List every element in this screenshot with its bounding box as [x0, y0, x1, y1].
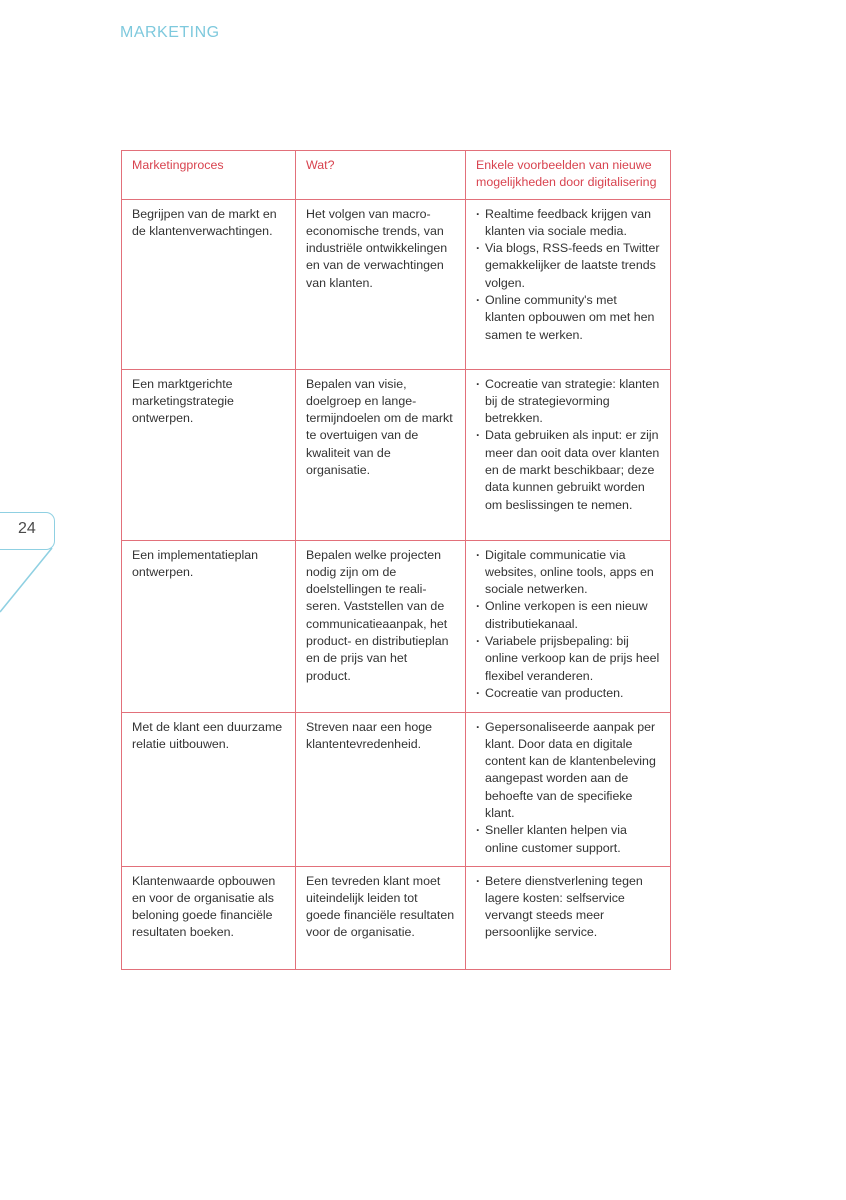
what-cell: Een tevreden klant moet uiteindelijk leiden tot goede financiële resultaten voor de organisatie.	[296, 866, 466, 969]
examples-cell	[466, 540, 671, 712]
examples-cell	[466, 369, 671, 540]
example-item: · Online community's met klanten opbouwen om met hen samen te werken.	[476, 292, 660, 344]
example-item: · Variabele prijsbepaling: bij online verkoop kan de prijs heel flexibel veranderen.	[476, 633, 660, 685]
example-item: · Via blogs, RSS-feeds en Twitter gemakkelijker de laatste trends volgen.	[476, 240, 660, 292]
table-row	[122, 369, 671, 540]
column-header-what: Wat?	[296, 151, 466, 200]
process-cell: Met de klant een duurzame relatie uitbouwen.	[122, 712, 296, 866]
what-cell: Bepalen welke projecten nodig zijn om de doelstellingen te realiseren. Vaststellen van de communicatieaanpak, het product- en distributieplan en de prijs van het product.	[296, 540, 466, 712]
process-cell: Klantenwaarde opbouwen en voor de organisatie als beloning goede financiële resultaten boeken.	[122, 866, 296, 969]
running-header: MARKETING	[120, 24, 220, 41]
example-item: · Gepersonaliseerde aanpak per klant. Door data en digitale content kan de klantenbeleving aangepast worden aan de behoefte van de specifieke klant.	[476, 719, 660, 823]
what-cell: Bepalen van visie, doelgroep en langetermijndoelen om de markt te overtuigen van de kwaliteit van de organisatie.	[296, 369, 466, 540]
examples-cell	[466, 199, 671, 369]
example-item: · Digitale communicatie via websites, online tools, apps en sociale netwerken.	[476, 547, 660, 599]
example-item: · Sneller klanten helpen via online customer support.	[476, 822, 660, 857]
example-item: · Realtime feedback krijgen van klanten via sociale media.	[476, 206, 660, 241]
example-item: · Cocreatie van strategie: klanten bij de strategievorming betrekken.	[476, 376, 660, 428]
marketing-process-table	[121, 150, 671, 970]
what-cell: Het volgen van macro-economische trends, van industriële ontwikkelingen en van de verwachtingen van klanten.	[296, 199, 466, 369]
process-cell: Begrijpen van de markt en de klantenverwachtingen.	[122, 199, 296, 369]
page-number: 24	[18, 520, 36, 537]
examples-cell	[466, 866, 671, 969]
example-item: · Cocreatie van producten.	[476, 685, 660, 702]
table-row	[122, 199, 671, 369]
table-row	[122, 540, 671, 712]
process-cell: Een implementatieplan ontwerpen.	[122, 540, 296, 712]
column-header-examples: Enkele voorbeelden van nieuwe mogelijkheden door digitalisering	[466, 151, 671, 200]
process-cell: Een marktgerichte marketingstrategie ontwerpen.	[122, 369, 296, 540]
table-header-row	[122, 151, 671, 200]
column-header-process: Marketingproces	[122, 151, 296, 200]
example-item: · Betere dienstverlening tegen lagere kosten: selfservice vervangt steeds meer persoonlijke service.	[476, 873, 660, 942]
table-row	[122, 712, 671, 866]
example-item: · Online verkopen is een nieuw distributiekanaal.	[476, 598, 660, 633]
example-item: · Data gebruiken als input: er zijn meer dan ooit data over klanten en de markt beschikbaar; deze data kunnen gebruikt worden om beslissingen te nemen.	[476, 427, 660, 513]
what-cell: Streven naar een hoge klantentevredenheid.	[296, 712, 466, 866]
table-row	[122, 866, 671, 969]
examples-cell	[466, 712, 671, 866]
